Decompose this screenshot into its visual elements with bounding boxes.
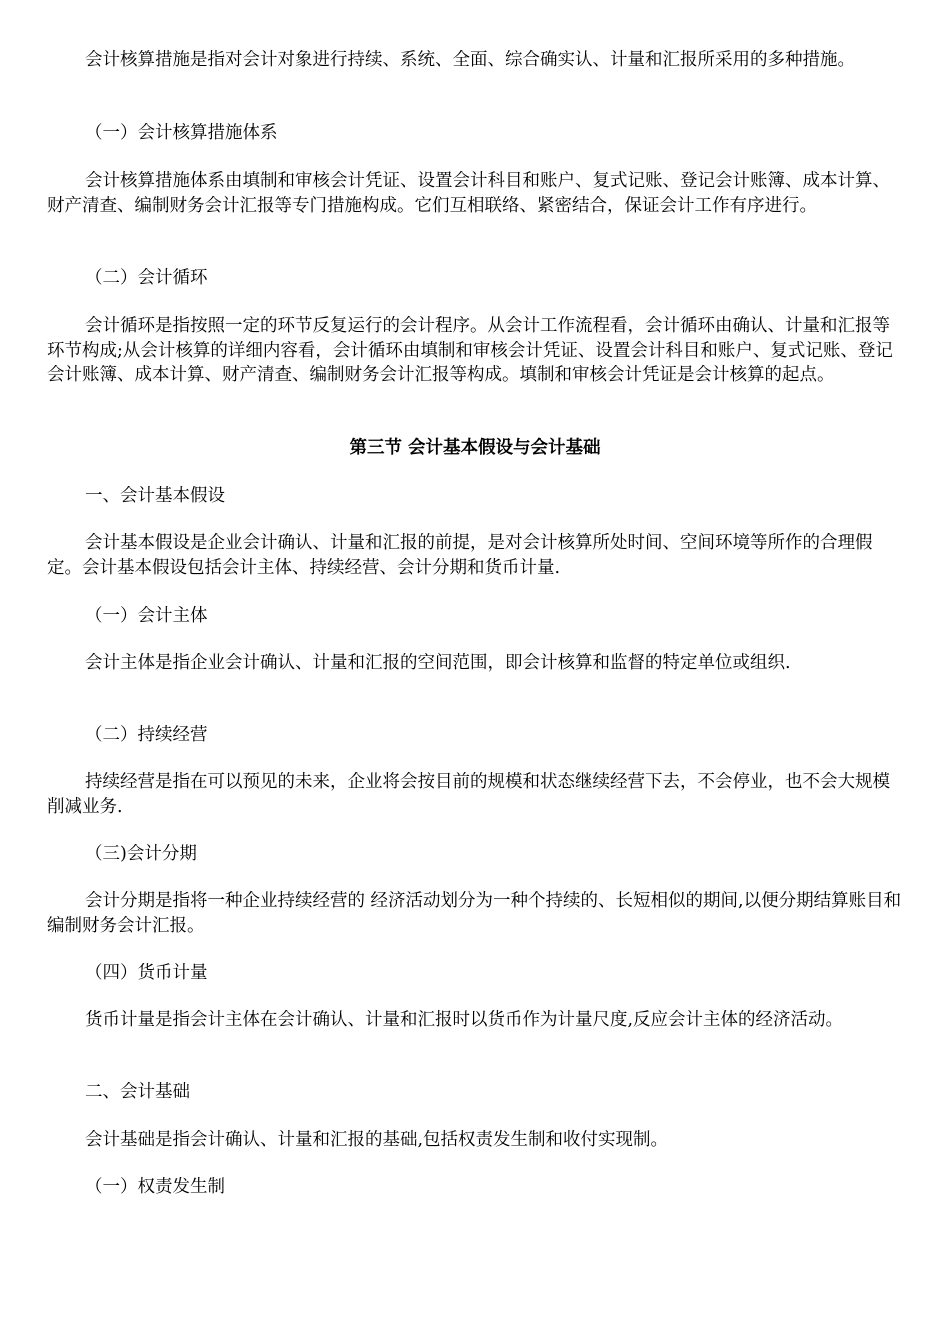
- subheading-method-system: （一）会计核算措施体系: [85, 123, 278, 143]
- section-title: 第三节 会计基本假设与会计基础: [349, 438, 601, 458]
- subheading-accounting-cycle: （二）会计循环: [85, 268, 208, 288]
- paragraph-accounting-entity: 会计主体是指企业会计确认、计量和汇报的空间范围，即会计核算和监督的特定单位或组织.: [85, 653, 791, 673]
- subheading-accrual-basis: （一）权责发生制: [85, 1177, 225, 1197]
- paragraph-method-system: 会计核算措施体系由填制和审核会计凭证、设置会计科目和账户、复式记账、登记会计账簿、成本计算、财产清查、编制财务会计汇报等专门措施构成。它们互相联络、紧密结合，保证会计工作有序进行。: [47, 171, 890, 216]
- subheading-monetary-measurement: （四）货币计量: [85, 963, 208, 983]
- paragraph-monetary-measurement: 货币计量是指会计主体在会计确认、计量和汇报时以货币作为计量尺度,反应会计主体的经济活动。: [85, 1010, 844, 1030]
- subheading-going-concern: （二）持续经营: [85, 725, 208, 745]
- paragraph-accounting-basis: 会计基础是指会计确认、计量和汇报的基础,包括权责发生制和收付实现制。: [85, 1130, 669, 1150]
- subheading-accounting-entity: （一）会计主体: [85, 606, 208, 626]
- paragraph-accounting-period: 会计分期是指将一种企业持续经营的 经济活动划分为一种个持续的、长短相似的期间,以便分期结算账目和编制财务会计汇报。: [47, 891, 902, 936]
- paragraph-accounting-cycle: 会计循环是指按照一定的环节反复运行的会计程序。从会计工作流程看，会计循环由确认、计量和汇报等环节构成;从会计核算的详细内容看，会计循环由填制和审核会计凭证、设置会计科目和账户、复式记账、登记会计账簿、成本计算、财产清查、编制财务会计汇报等构成。填制和审核会计凭证是会计核算的起点。: [47, 316, 893, 385]
- paragraph-going-concern: 持续经营是指在可以预见的未来，企业将会按目前的规模和状态继续经营下去，不会停业，也不会大规模削减业务.: [47, 772, 890, 817]
- paragraph-basic-assumptions: 会计基本假设是企业会计确认、计量和汇报的前提，是对会计核算所处时间、空间环境等所作的合理假定。会计基本假设包括会计主体、持续经营、会计分期和货币计量.: [47, 533, 873, 578]
- paragraph-accounting-methods: 会计核算措施是指对会计对象进行持续、系统、全面、综合确实认、计量和汇报所采用的多种措施。: [85, 50, 855, 70]
- heading-basic-assumptions: 一、会计基本假设: [85, 486, 225, 506]
- heading-accounting-basis: 二、会计基础: [85, 1082, 190, 1102]
- subheading-accounting-period: （三)会计分期: [85, 844, 197, 864]
